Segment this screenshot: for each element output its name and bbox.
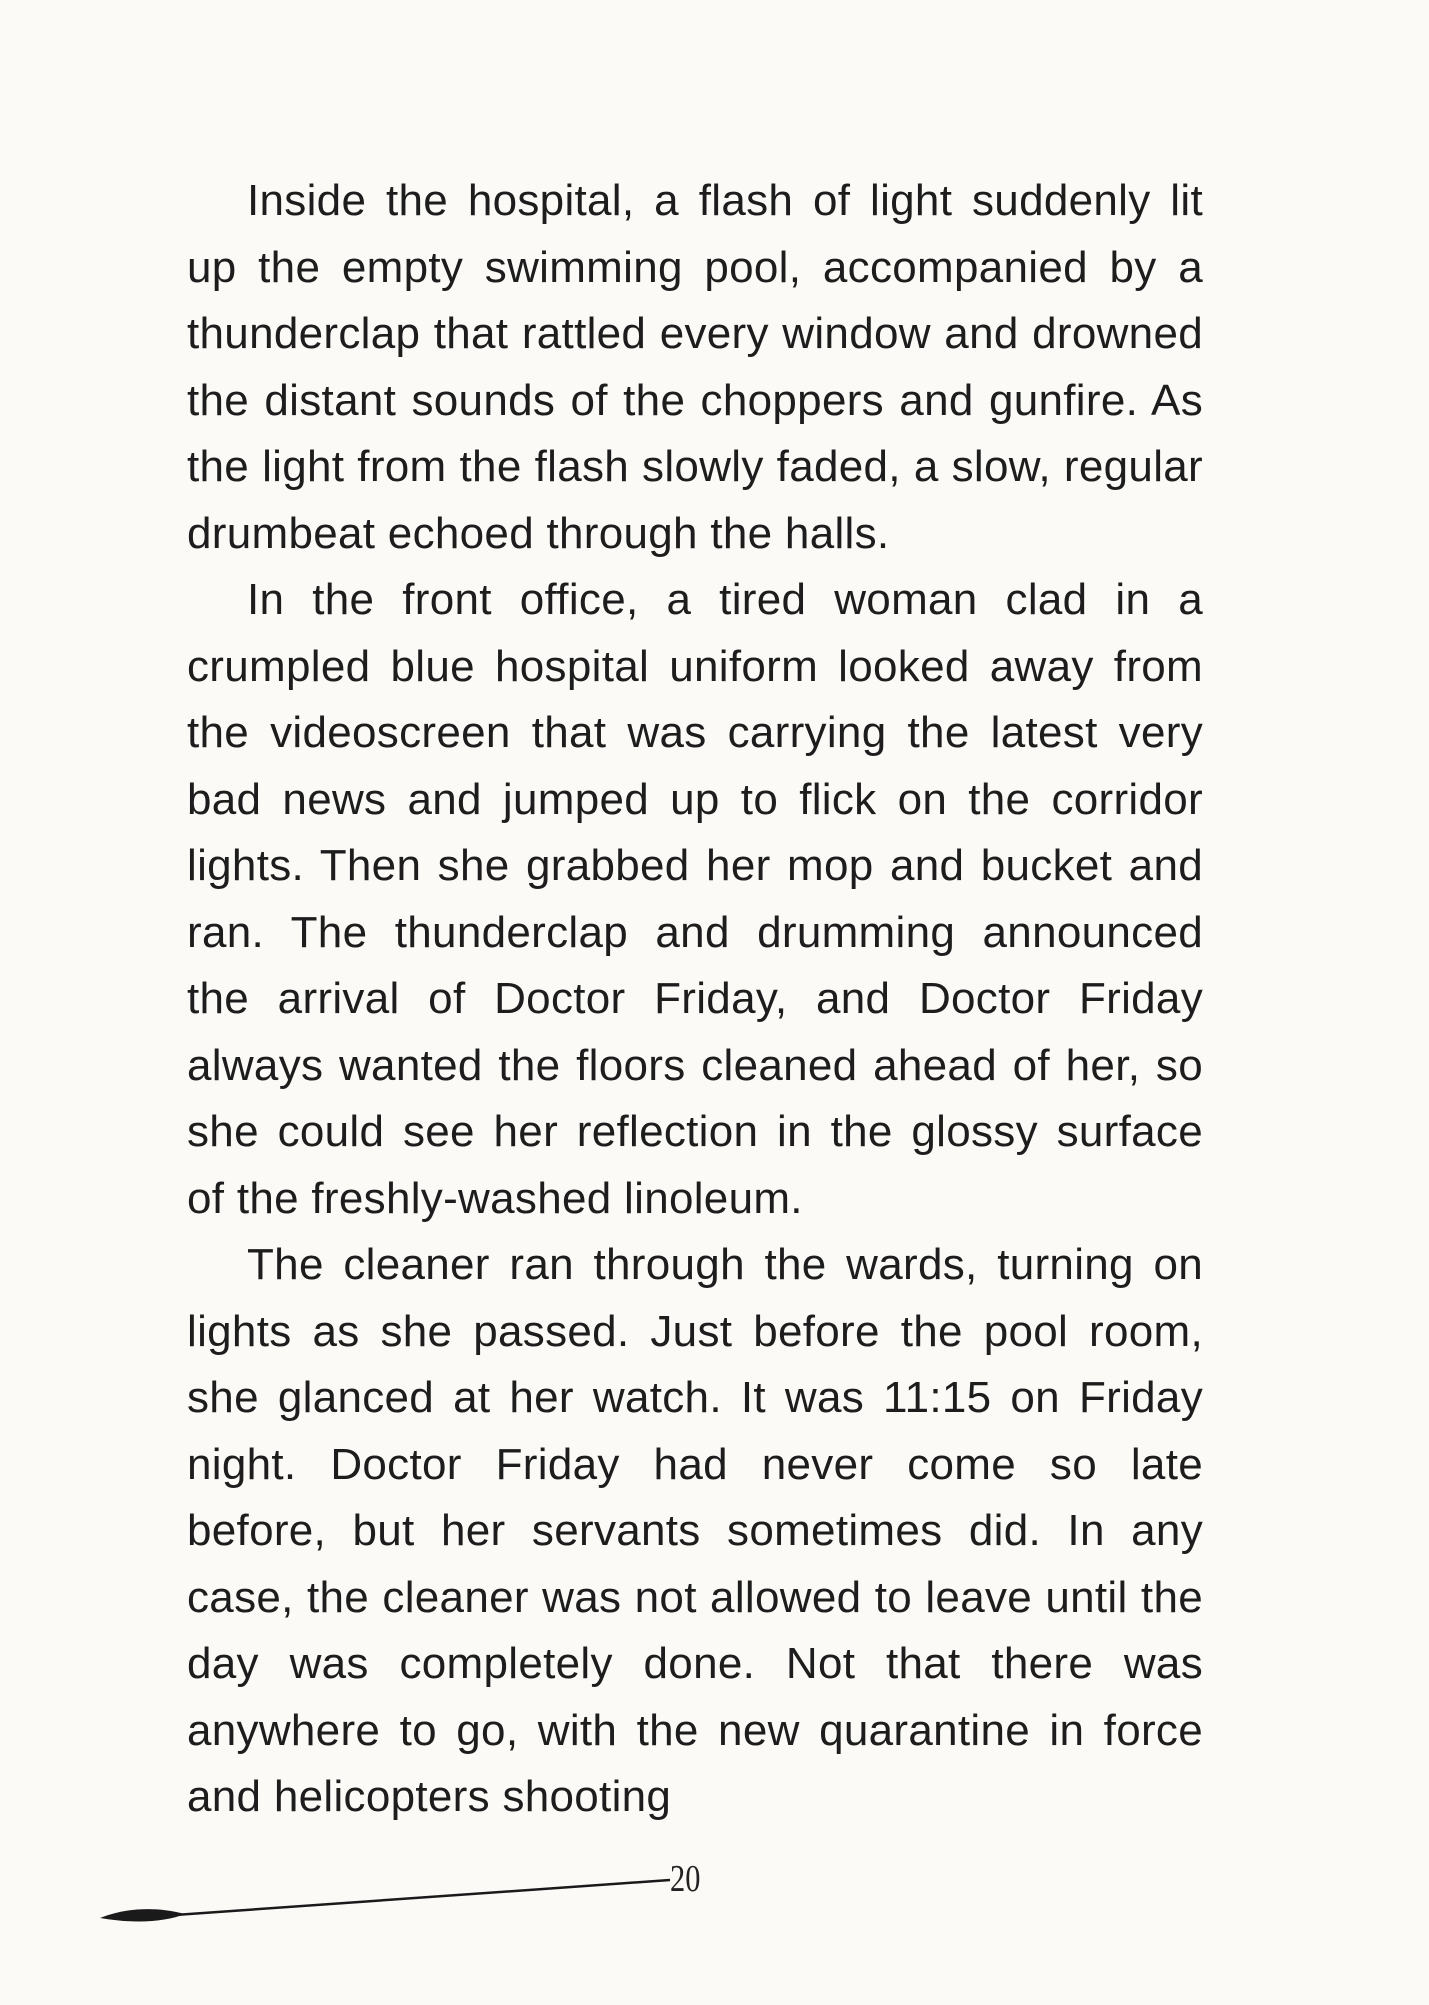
paragraph-3: The cleaner ran through the wards, turning on lights as she passed. Just before the pool room, she glanced at her watch. It was 11:15 on Friday night. Doctor Friday had never come so late before, but her servants sometimes did. In any case, the cleaner was not allowed to leave until the day was completely done. Not that there was anywhere to go, with the new quarantine in force and helicopters shooting <box>187 1240 1203 1821</box>
paragraph-2: In the front office, a tired woman clad in a crumpled blue hospital uniform looked away from the videoscreen that was carrying the latest very bad news and jumped up to flick on the corridor lights. Then she grabbed her mop and bucket and ran. The thunderclap and drumming announced the arrival of Doctor Friday, and Doctor Friday always wanted the floors cleaned ahead of her, so she could see her reflection in the glossy surface of the freshly-washed linoleum. <box>187 575 1203 1223</box>
decorative-footer-rule <box>95 1850 675 1930</box>
rule-spearhead <box>100 1909 185 1921</box>
body-text <box>187 168 1203 1831</box>
paragraph-1: Inside the hospital, a flash of light suddenly lit up the empty swimming pool, accompanied by a thunderclap that rattled every window and drowned the distant sounds of the choppers and gunfire. As the light from the flash slowly faded, a slow, regular drumbeat echoed through the halls. <box>187 176 1203 558</box>
page-number: 20 <box>670 1858 701 1900</box>
rule-line <box>175 1880 670 1915</box>
